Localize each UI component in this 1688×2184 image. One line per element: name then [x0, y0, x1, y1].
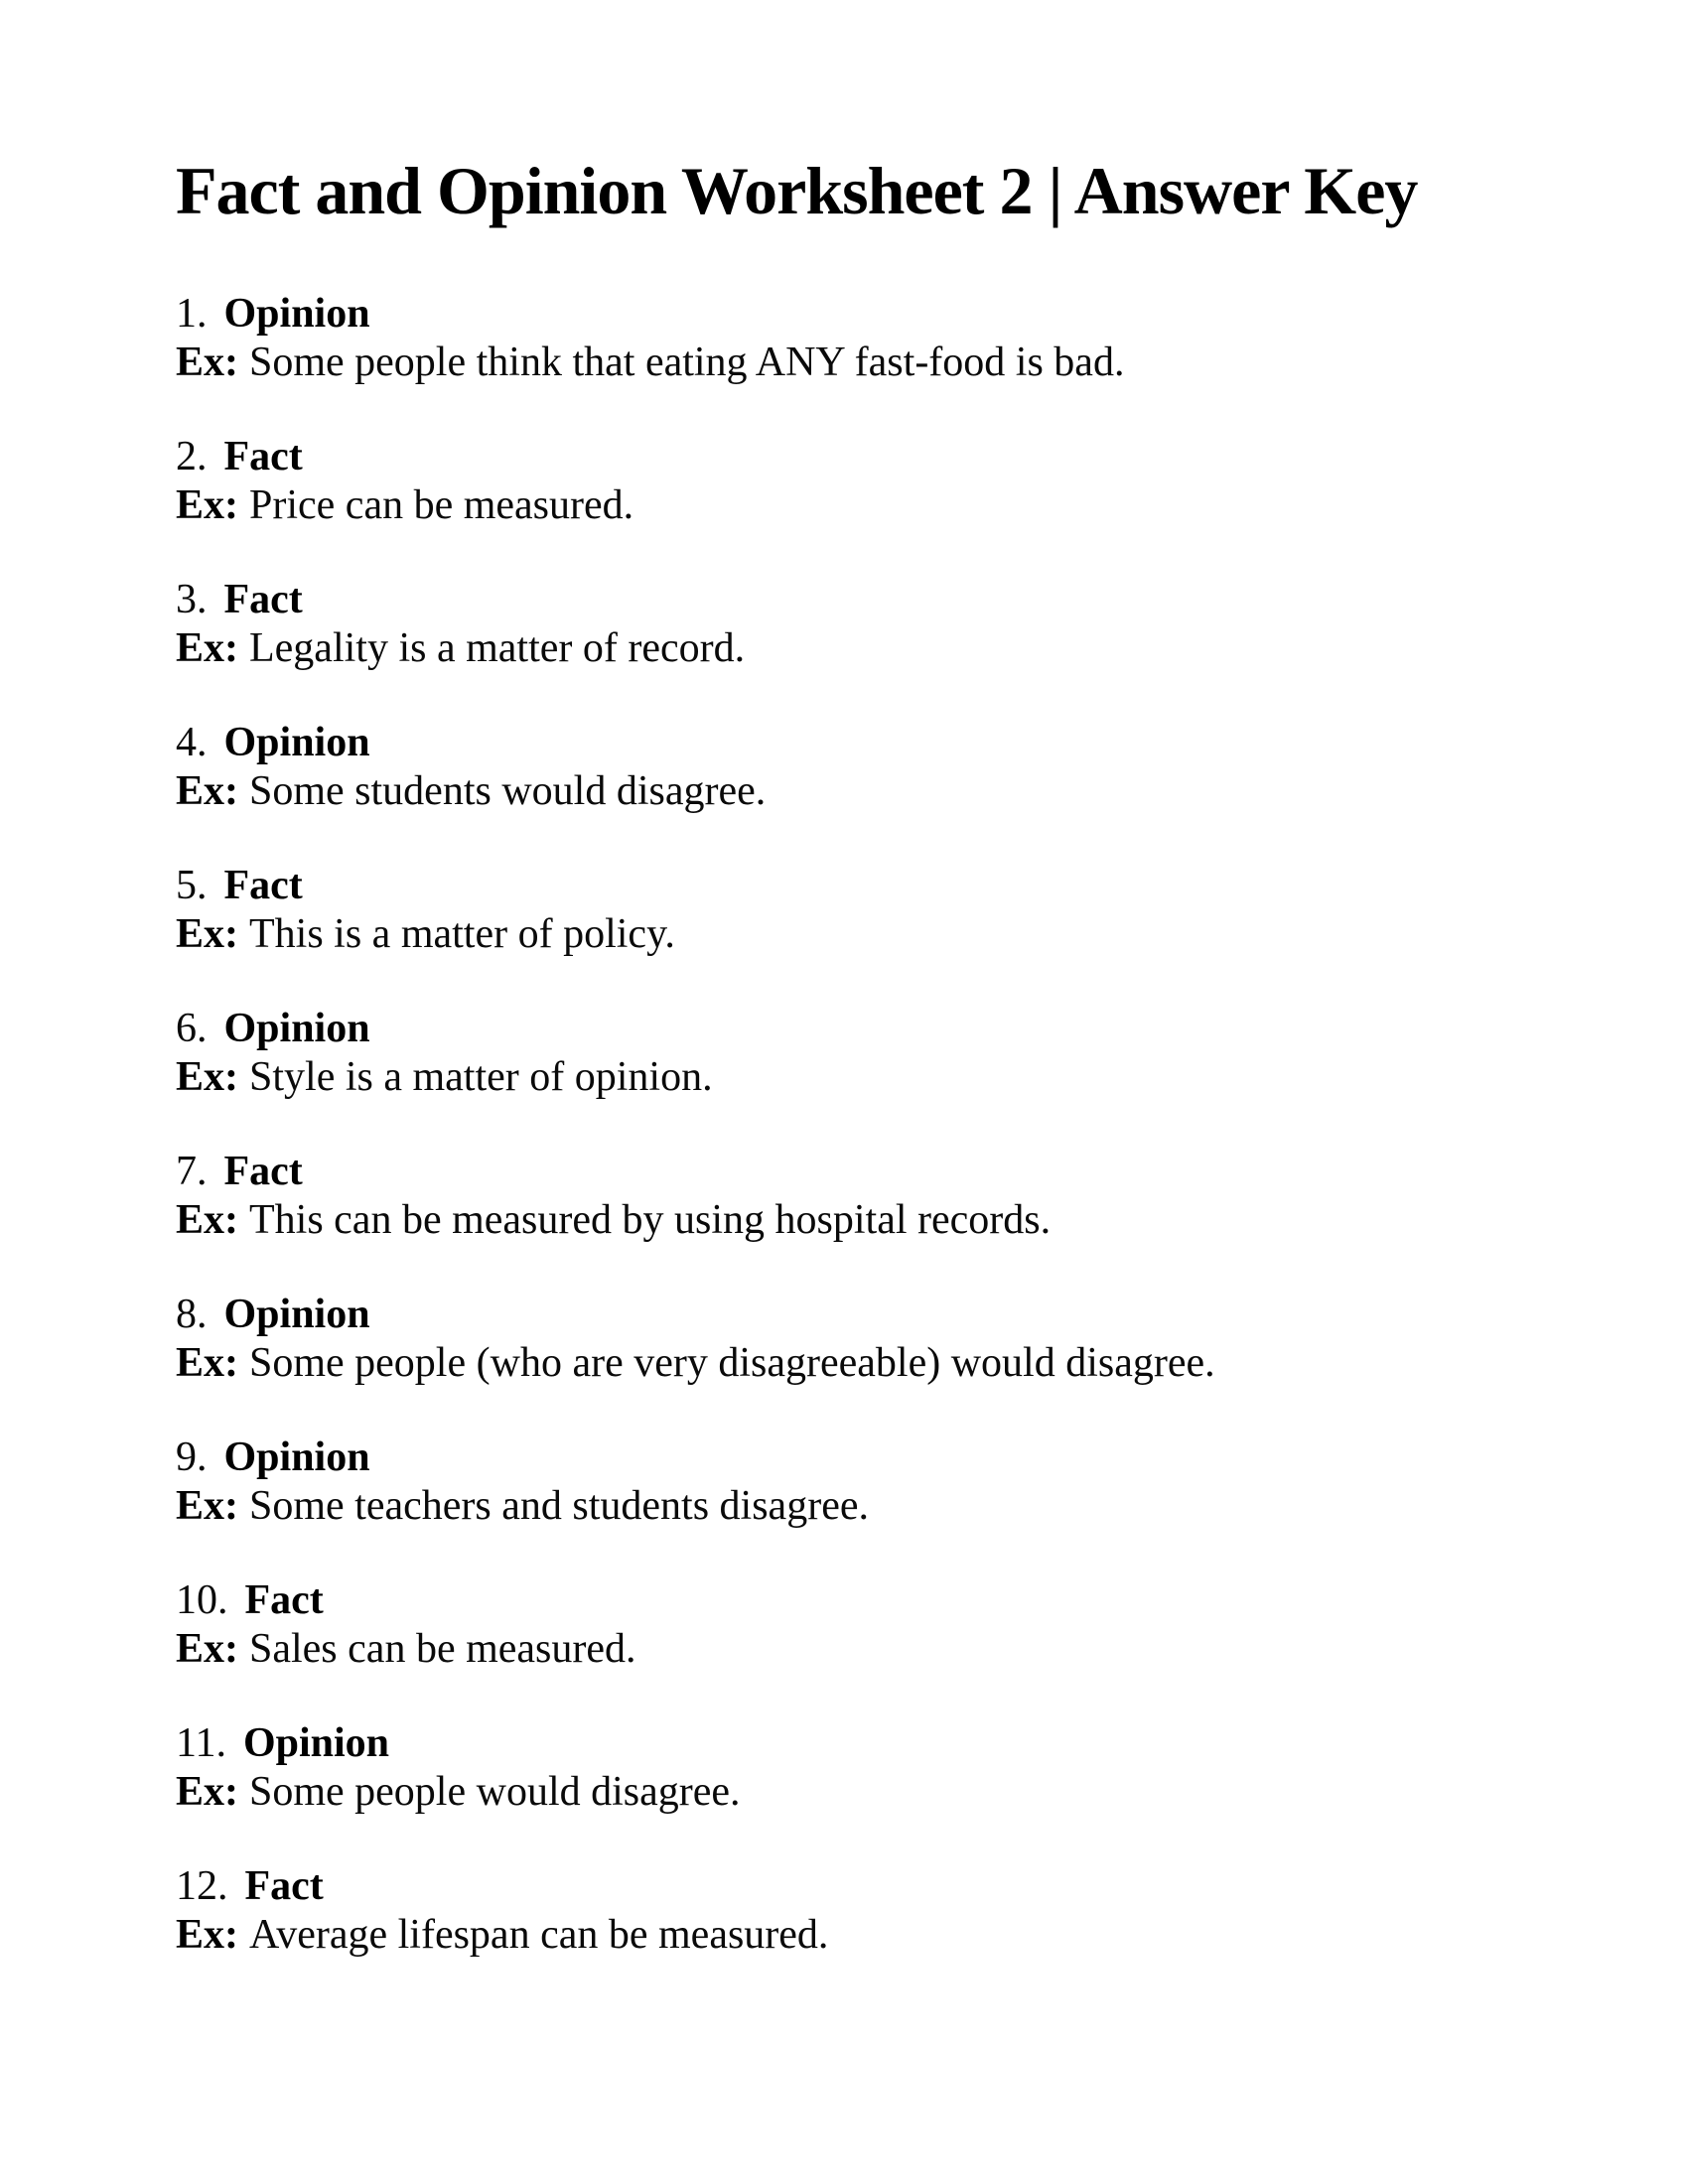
answer-heading [176, 1576, 1526, 1625]
example-label: Ex: [176, 1769, 238, 1815]
answer-item [176, 1291, 1526, 1388]
answer-item [176, 433, 1526, 530]
answer-item [176, 719, 1526, 816]
item-number: 5. [176, 863, 208, 908]
example-text: Some students would disagree. [249, 768, 767, 814]
item-answer-label: Fact [223, 863, 303, 908]
item-number: 2. [176, 434, 208, 479]
example-label: Ex: [176, 911, 238, 957]
item-answer-label: Opinion [223, 291, 370, 337]
page-title: Fact and Opinion Worksheet 2 | Answer Key [176, 153, 1418, 228]
answer-heading [176, 290, 1526, 339]
example-text: Some teachers and students disagree. [249, 1483, 869, 1529]
item-number: 10. [176, 1577, 228, 1623]
answer-heading [176, 576, 1526, 624]
item-answer-label: Fact [223, 434, 303, 479]
answer-example [176, 1196, 1526, 1245]
example-label: Ex: [176, 768, 238, 814]
item-answer-label: Opinion [223, 1006, 370, 1051]
example-label: Ex: [176, 1483, 238, 1529]
answer-example [176, 1911, 1526, 1960]
item-number: 11. [176, 1720, 226, 1766]
answer-example [176, 1768, 1526, 1817]
item-number: 8. [176, 1292, 208, 1337]
item-answer-label: Opinion [223, 720, 370, 765]
item-answer-label: Fact [244, 1577, 324, 1623]
item-answer-label: Opinion [242, 1720, 390, 1766]
answer-heading [176, 862, 1526, 910]
answer-example [176, 1625, 1526, 1674]
answer-heading [176, 1862, 1526, 1911]
item-answer-label: Fact [223, 1149, 303, 1194]
item-answer-label: Fact [244, 1863, 324, 1909]
example-text: Some people would disagree. [249, 1769, 741, 1815]
item-number: 3. [176, 577, 208, 622]
example-label: Ex: [176, 340, 238, 385]
example-text: Sales can be measured. [249, 1626, 636, 1672]
answer-example [176, 1053, 1526, 1102]
example-label: Ex: [176, 1054, 238, 1100]
answer-heading [176, 1148, 1526, 1196]
item-number: 4. [176, 720, 208, 765]
answer-example [176, 1339, 1526, 1388]
answer-item [176, 1148, 1526, 1245]
example-label: Ex: [176, 1340, 238, 1386]
answer-heading [176, 433, 1526, 481]
answer-example [176, 481, 1526, 530]
example-text: Some people think that eating ANY fast-food is bad. [249, 340, 1125, 385]
answer-item [176, 576, 1526, 673]
example-text: Some people (who are very disagreeable) would disagree. [249, 1340, 1215, 1386]
example-text: This is a matter of policy. [249, 911, 675, 957]
answer-example [176, 624, 1526, 673]
example-label: Ex: [176, 1197, 238, 1243]
answer-heading [176, 719, 1526, 767]
answer-example [176, 1482, 1526, 1531]
item-number: 9. [176, 1434, 208, 1480]
answer-item [176, 1862, 1526, 1960]
answer-item [176, 862, 1526, 959]
example-label: Ex: [176, 1626, 238, 1672]
item-number: 12. [176, 1863, 228, 1909]
answer-heading [176, 1005, 1526, 1053]
item-number: 1. [176, 291, 208, 337]
answer-item [176, 1719, 1526, 1817]
answer-example [176, 910, 1526, 959]
example-text: This can be measured by using hospital records. [249, 1197, 1052, 1243]
example-label: Ex: [176, 625, 238, 671]
answer-heading [176, 1719, 1526, 1768]
example-label: Ex: [176, 1912, 238, 1958]
answer-item [176, 1576, 1526, 1674]
answer-heading [176, 1291, 1526, 1339]
answer-item [176, 290, 1526, 387]
answer-item [176, 1005, 1526, 1102]
item-number: 6. [176, 1006, 208, 1051]
item-answer-label: Opinion [223, 1292, 370, 1337]
answer-list [176, 290, 1526, 1960]
answer-item [176, 1433, 1526, 1531]
example-text: Legality is a matter of record. [249, 625, 746, 671]
answer-heading [176, 1433, 1526, 1482]
example-text: Price can be measured. [249, 482, 634, 528]
answer-example [176, 339, 1526, 387]
item-answer-label: Fact [223, 577, 303, 622]
example-label: Ex: [176, 482, 238, 528]
worksheet-content [176, 151, 1526, 2005]
example-text: Average lifespan can be measured. [249, 1912, 829, 1958]
example-text: Style is a matter of opinion. [249, 1054, 713, 1100]
item-answer-label: Opinion [223, 1434, 370, 1480]
item-number: 7. [176, 1149, 208, 1194]
answer-example [176, 767, 1526, 816]
